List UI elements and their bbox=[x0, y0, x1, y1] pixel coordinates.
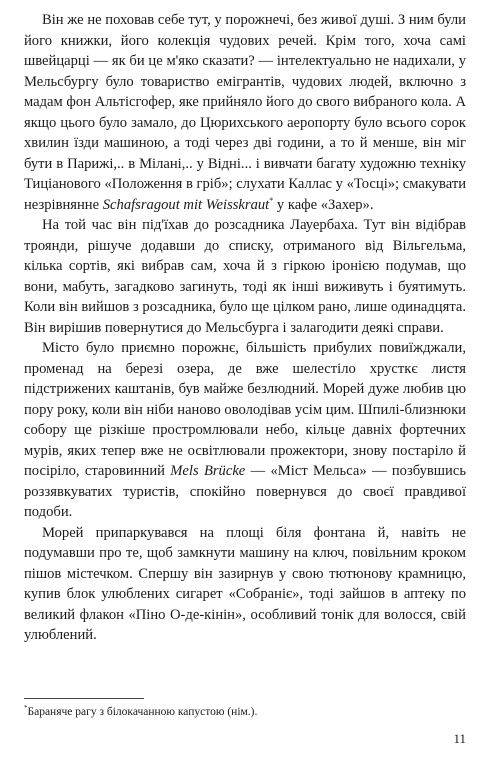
paragraph-1-end: у кафе «Захер». bbox=[273, 196, 374, 213]
paragraph-3 bbox=[24, 338, 466, 523]
footnote-mark: * bbox=[24, 704, 28, 713]
italic-phrase: Mels Brücke bbox=[170, 463, 246, 479]
paragraph-3-end: — «Міст Мельса» — позбувшись роззявкуватих туристів, спокійно повернувся до своєї правдивої подоби. bbox=[24, 463, 466, 520]
paragraph-1-text: Він же не поховав себе тут, у порожнечі, без живої душі. З ним були його книжки, його колекція чудових речей. Крім того, хоча самі швейцарці — як би це м'яко сказати? — інтелектуально не надихали, у Мельсбургу було товариство емігрантів, чудових людей, включно з мадам фон Альтісгофер, яке прийняло його до свого вибраного кола. А якщо цього було замало, до Цюрихського аеропорту було всього сорок хвилин їзди машиною, а тоді через дві години, а то й менше, він міг бути в Парижі,.. в Мілані,.. у Відні... і вивчати багату художню техніку Тиціанового «Положення в гріб»; слухати Каллас у «Тосці»; смакувати незрівнянне bbox=[24, 12, 467, 213]
footnote-text: Бараняче рагу з білокачанною капустою (нім.). bbox=[27, 706, 258, 718]
italic-phrase: Schafsragout mit Weisskraut bbox=[102, 196, 270, 213]
paragraph-4: Морей припаркувався на площі біля фонтана й, навіть не подумавши про те, щоб замкнути машину на ключ, повільним кроком пішов містечком. Спершу він зазирнув у свою тютюнову крамницю, купив блок улюблених сигарет «Собраніє», тоді зайшов в аптеку по великий флакон «Піно О-де-кінін», особливий тонік для волосся, свій улюблений. bbox=[24, 524, 466, 643]
paragraph-3-text: Місто було приємно порожнє, більшість прибулих повиїжджали, променад на березі озера, де вже шелестіло хрусткє листя підстрижених каштанів, був майже безлюдний. Морей дуже любив цю пору року, коли він ніби наново оволодівав усім цим. Шпилі-близнюки собору ще різкіше простромлювали небо, кільце давніх фортечних мурів, яких тепер вже не освітлювали прожектори, знову постаріло й посіріло, старовинний bbox=[24, 340, 466, 479]
footnote-marker: * bbox=[269, 195, 274, 205]
paragraph-1 bbox=[24, 10, 466, 215]
paragraph-2: На той час він під'їхав до розсадника Лауербаха. Тут він відібрав троянди, рішуче додавши до списку, отриманого від Вільгельма, кілька сортів, які вибрав сам, хоча й з гіркою іронією подумав, що вони, мабуть, загадково загинуть, тоді як інші виживуть і буятимуть. Коли він вийшов з розсадника, було ще цілком рано, лише одинадцята. Він вирішив повернутися до Мельсбурга і залагодити деякі справи. bbox=[24, 217, 466, 336]
body-text bbox=[24, 10, 466, 646]
page-number: 11 bbox=[453, 731, 466, 746]
footnote bbox=[24, 705, 257, 719]
footnote-divider bbox=[24, 698, 144, 699]
